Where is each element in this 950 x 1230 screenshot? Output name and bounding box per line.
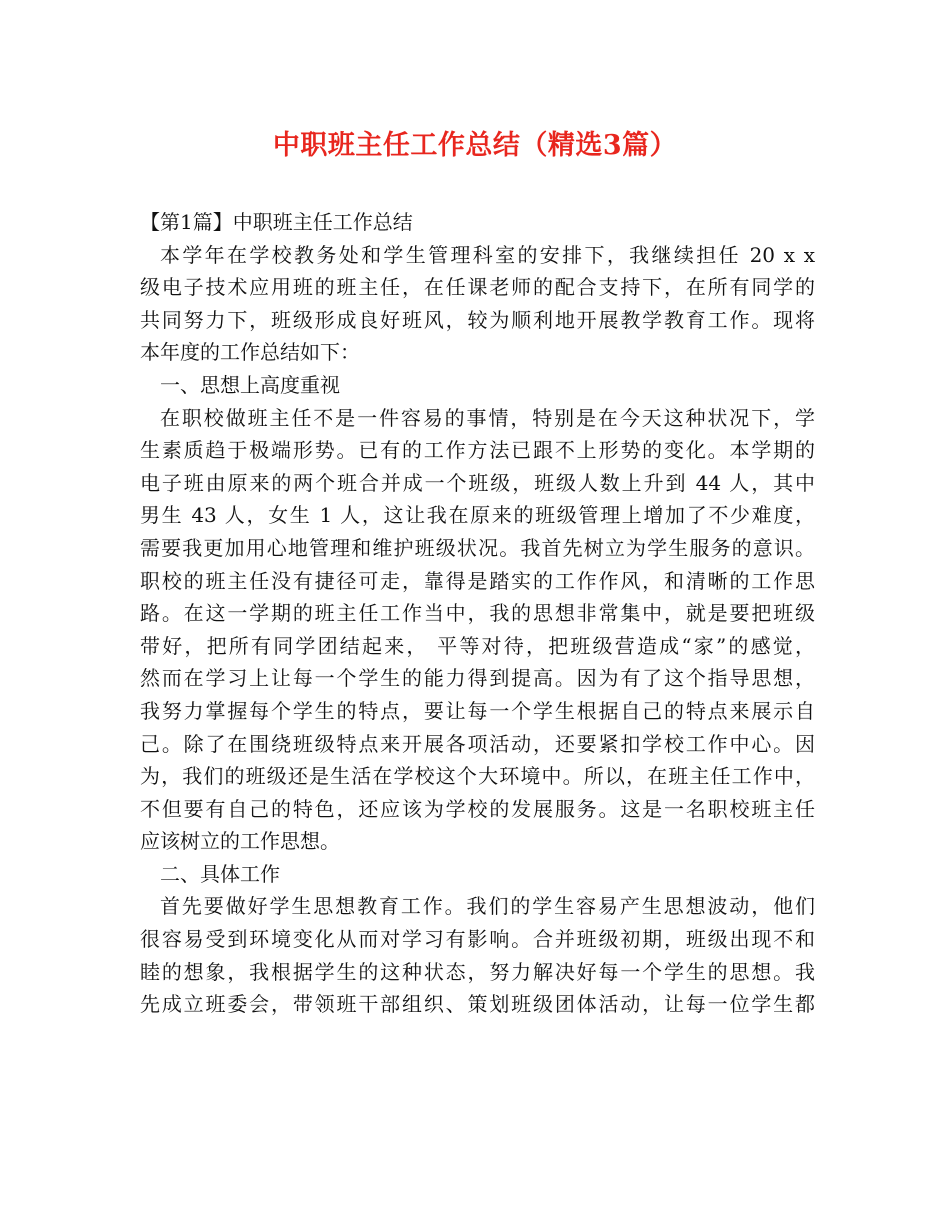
body-line: 级电子技术应用班的班主任，在任课老师的配合支持下，在所有同学的	[140, 275, 815, 300]
body-line: 路。在这一学期的班主任工作当中，我的思想非常集中，就是要把班级	[140, 601, 815, 626]
body-line: 先成立班委会，带领班干部组织、策划班级团体活动，让每一位学生都	[140, 992, 815, 1017]
body-line: 需要我更加用心地管理和维护班级状况。我首先树立为学生服务的意识。	[140, 535, 815, 560]
body-line: 为，我们的班级还是生活在学校这个大环境中。所以，在班主任工作中，	[140, 764, 815, 789]
body-line: 很容易受到环境变化从而对学习有影响。合并班级初期，班级出现不和	[140, 927, 815, 952]
body-line: 带好，把所有同学团结起来， 平等对待，把班级营造成“家”的感觉，	[140, 633, 815, 658]
body-line: 共同努力下，班级形成良好班风，较为顺利地开展教学教育工作。现将	[140, 307, 815, 332]
document-body	[140, 206, 815, 1021]
body-line: 生素质趋于极端形势。已有的工作方法已跟不上形势的变化。本学期的	[140, 438, 815, 463]
body-line: 睦的想象，我根据学生的这种状态，努力解决好每一个学生的思想。我	[140, 959, 815, 984]
body-line: 首先要做好学生思想教育工作。我们的学生容易产生思想波动，他们	[160, 894, 815, 919]
document-title: 中职班主任工作总结（精选3篇）	[272, 130, 678, 161]
body-line: 【第1篇】中职班主任工作总结	[140, 210, 413, 234]
body-line: 一、思想上高度重视	[160, 372, 340, 397]
body-line: 二、具体工作	[160, 861, 280, 886]
body-line: 职校的班主任没有捷径可走，靠得是踏实的工作作风，和清晰的工作思	[140, 568, 815, 593]
body-line: 在职校做班主任不是一件容易的事情，特别是在今天这种状况下，学	[160, 405, 815, 430]
body-line: 然而在学习上让每一个学生的能力得到提高。因为有了这个指导思想，	[140, 666, 815, 691]
body-line: 本学年在学校教务处和学生管理科室的安排下，我继续担任 20 x x	[160, 242, 815, 267]
body-line: 电子班由原来的两个班合并成一个班级，班级人数上升到 44 人，其中	[140, 470, 815, 495]
body-line: 本年度的工作总结如下：	[140, 340, 360, 365]
body-line: 己。除了在围绕班级特点来开展各项活动，还要紧扣学校工作中心。因	[140, 731, 815, 756]
body-line: 应该树立的工作思想。	[140, 829, 340, 854]
body-line: 男生 43 人，女生 1 人，这让我在原来的班级管理上增加了不少难度，	[140, 503, 815, 528]
body-line: 不但要有自己的特色，还应该为学校的发展服务。这是一名职校班主任	[140, 796, 815, 821]
body-line: 我努力掌握每个学生的特点，要让每一个学生根据自己的特点来展示自	[140, 698, 815, 723]
